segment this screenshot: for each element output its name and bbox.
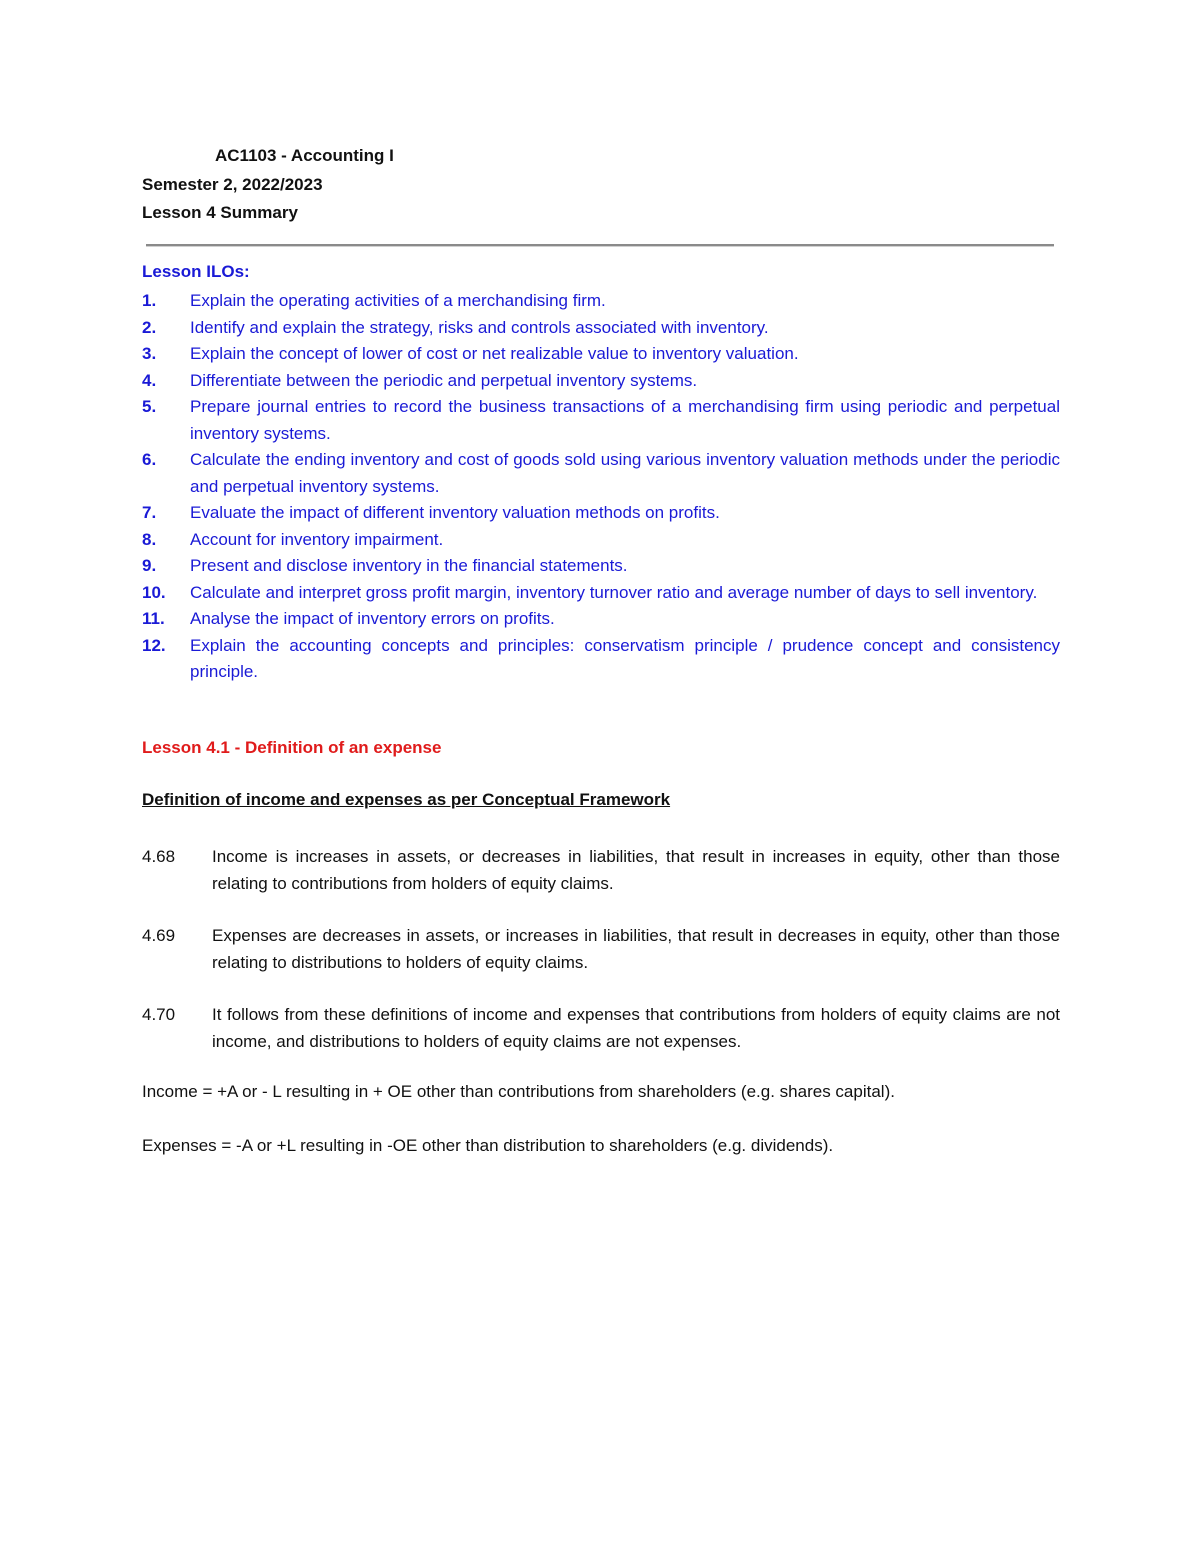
ilo-number: 4.: [142, 370, 157, 390]
ilo-item: [142, 527, 1060, 554]
section-subheading: Definition of income and expenses as per Conceptual Framework: [142, 790, 671, 809]
course-title: AC1103 - Accounting I: [215, 146, 394, 165]
definition-item: [142, 844, 1060, 897]
ilo-text: Account for inventory impairment.: [190, 529, 444, 549]
ilo-text: Explain the operating activities of a merchandising firm.: [190, 291, 606, 310]
ilo-item: [142, 447, 1060, 500]
ilo-number: 5.: [142, 397, 157, 416]
ilo-item: [142, 288, 1060, 315]
ilo-item: [142, 341, 1060, 368]
definition-text: Income is increases in assets, or decreases in liabilities, that result in increases in equity, other than those relating to contributions from holders of equity claims.: [212, 847, 1060, 893]
lesson-title: Lesson 4 Summary: [142, 203, 298, 222]
ilo-number: 10.: [142, 582, 166, 602]
definition-number: 4.68: [142, 847, 176, 866]
expense-formula: Expenses = -A or +L resulting in -OE other than distribution to shareholders (e.g. dividends).: [142, 1136, 834, 1155]
section-title: Lesson 4.1 - Definition of an expense: [142, 738, 442, 757]
semester-line: Semester 2, 2022/2023: [142, 175, 323, 194]
ilo-number: 6.: [142, 450, 157, 469]
ilo-text: Identify and explain the strategy, risks and controls associated with inventory.: [190, 317, 769, 337]
definition-number: 4.69: [142, 926, 176, 945]
ilo-text: Present and disclose inventory in the financial statements.: [190, 556, 628, 575]
definition-number: 4.70: [142, 1005, 176, 1024]
ilo-item: [142, 553, 1060, 580]
ilo-text: Differentiate between the periodic and perpetual inventory systems.: [190, 370, 698, 390]
header-divider: [146, 244, 1054, 247]
ilo-list: [142, 288, 1060, 686]
definition-text: Expenses are decreases in assets, or increases in liabilities, that result in decreases in equity, other than those relating to distributions to holders of equity claims.: [212, 926, 1060, 972]
ilo-number: 7.: [142, 503, 157, 522]
ilo-number: 2.: [142, 317, 157, 337]
ilo-item: [142, 500, 1060, 527]
ilo-number: 8.: [142, 529, 157, 549]
ilo-number: 1.: [142, 291, 157, 310]
ilo-text: Explain the concept of lower of cost or net realizable value to inventory valuation.: [190, 344, 799, 363]
ilo-number: 12.: [142, 635, 166, 655]
ilo-text: Evaluate the impact of different inventory valuation methods on profits.: [190, 503, 720, 522]
ilo-number: 11.: [142, 609, 165, 628]
ilo-text: Calculate the ending inventory and cost of goods sold using various inventory valuation methods under the periodic and perpetual inventory systems.: [190, 450, 1060, 496]
ilo-item: [142, 580, 1060, 607]
ilo-text: Explain the accounting concepts and principles: conservatism principle / prudence concept and consistency principle.: [190, 635, 1060, 681]
ilo-heading: Lesson ILOs:: [142, 262, 250, 281]
definition-item: [142, 1002, 1060, 1055]
ilo-number: 9.: [142, 556, 157, 575]
definition-text: It follows from these definitions of income and expenses that contributions from holders of equity claims are not income, and distributions to holders of equity claims are not expenses.: [212, 1005, 1060, 1051]
ilo-item: [142, 633, 1060, 686]
ilo-item: [142, 368, 1060, 395]
ilo-text: Analyse the impact of inventory errors on profits.: [190, 609, 555, 628]
ilo-number: 3.: [142, 344, 157, 363]
definition-item: [142, 923, 1060, 976]
ilo-text: Prepare journal entries to record the business transactions of a merchandising firm using periodic and perpetual inventory systems.: [190, 397, 1060, 443]
income-formula: Income = +A or - L resulting in + OE other than contributions from shareholders (e.g. shares capital).: [142, 1082, 895, 1101]
ilo-text: Calculate and interpret gross profit margin, inventory turnover ratio and average number of days to sell inventory.: [190, 582, 1038, 602]
ilo-item: [142, 394, 1060, 447]
ilo-item: [142, 606, 1060, 633]
ilo-item: [142, 315, 1060, 342]
